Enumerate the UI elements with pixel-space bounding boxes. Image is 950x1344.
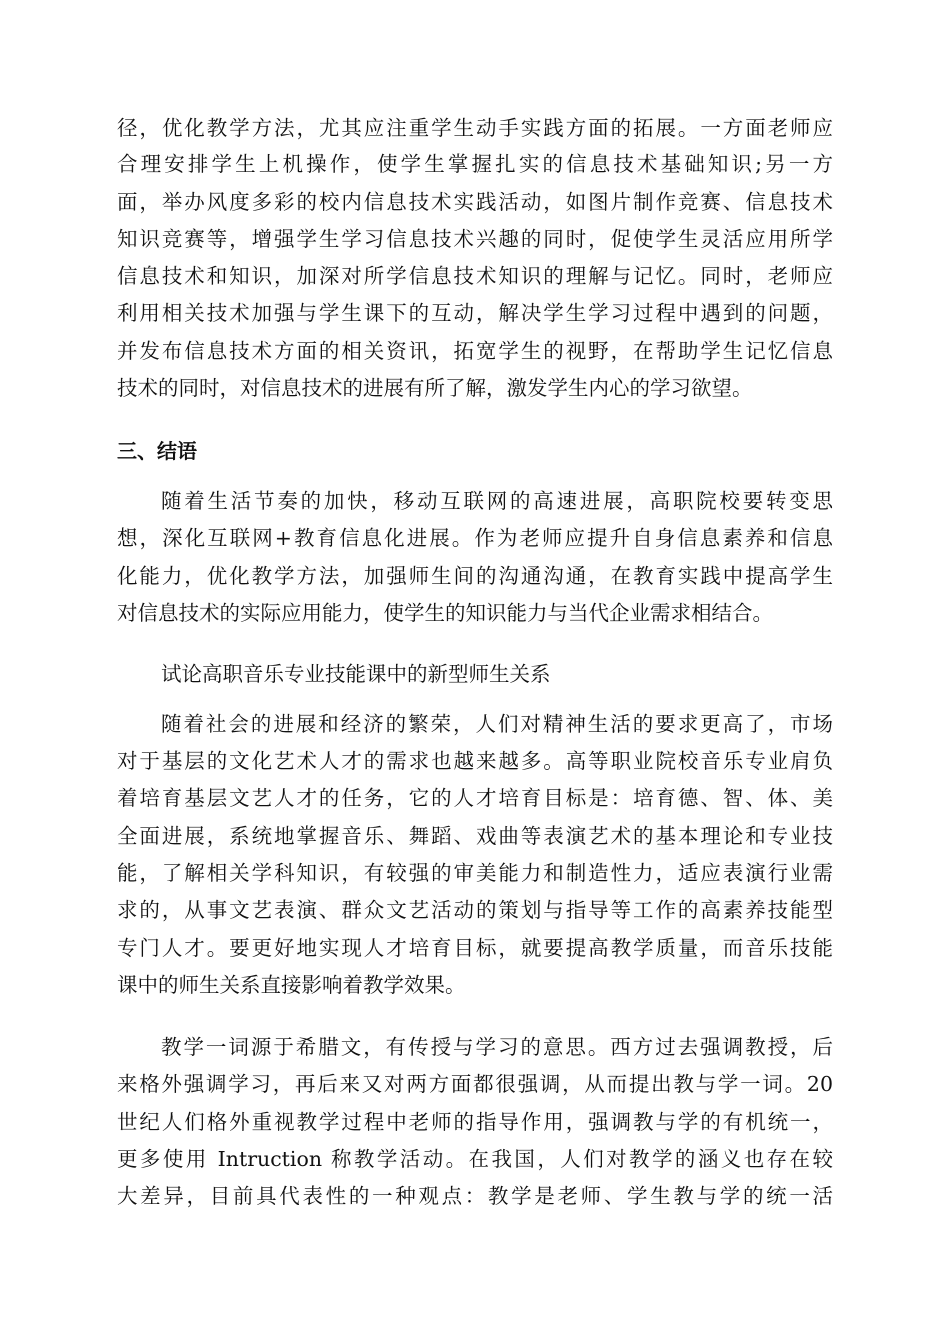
paragraph-1-line-6: 利用相关技术加强与学生课下的互动，解决学生学习过程中遇到的问题， <box>117 301 833 325</box>
paragraph-1-line-8: 技术的同时，对信息技术的进展有所了解，激发学生内心的学习欲望。 <box>117 376 753 400</box>
paragraph-4-line-3: 世纪人们格外重视教学过程中老师的指导作用，强调教与学的有机统一， <box>117 1110 833 1134</box>
paragraph-3-line-4: 全面进展，系统地掌握音乐、舞蹈、戏曲等表演艺术的基本理论和专业技 <box>117 824 833 848</box>
paragraph-2-line-1: 随着生活节奏的加快，移动互联网的高速进展，高职院校要转变思 <box>161 489 833 513</box>
article-title: 试论高职音乐专业技能课中的新型师生关系 <box>161 662 551 686</box>
paragraph-4-line-2: 来格外强调学习，再后来又对两方面都很强调，从而提出教与学一词。20 <box>117 1072 833 1096</box>
paragraph-4-line-5: 大差异，目前具代表性的一种观点：教学是老师、学生教与学的统一活 <box>117 1184 833 1208</box>
paragraph-1-line-2: 合理安排学生上机操作，使学生掌握扎实的信息技术基础知识;另一方 <box>117 152 833 176</box>
paragraph-3-line-3: 着培育基层文艺人才的任务，它的人才培育目标是：培育德、智、体、美 <box>117 786 833 810</box>
paragraph-3-line-6: 求的，从事文艺表演、群众文艺活动的策划与指导等工作的高素养技能型 <box>117 898 833 922</box>
paragraph-2-line-3: 化能力，优化教学方法，加强师生间的沟通沟通，在教育实践中提高学生 <box>117 564 833 588</box>
paragraph-4-line-1: 教学一词源于希腊文，有传授与学习的意思。西方过去强调教授，后 <box>161 1035 833 1059</box>
paragraph-3-line-8: 课中的师生关系直接影响着教学效果。 <box>117 973 466 997</box>
paragraph-1-line-1: 径，优化教学方法，尤其应注重学生动手实践方面的拓展。一方面老师应 <box>117 116 833 140</box>
paragraph-4-line-4: 更多使用 Intruction 称教学活动。在我国，人们对教学的涵义也存在较 <box>117 1147 833 1171</box>
paragraph-1-line-3: 面，举办风度多彩的校内信息技术实践活动，如图片制作竞赛、信息技术 <box>117 190 833 214</box>
paragraph-3-line-7: 专门人才。要更好地实现人才培育目标，就要提高教学质量，而音乐技能 <box>117 936 833 960</box>
paragraph-3-line-2: 对于基层的文化艺术人才的需求也越来越多。高等职业院校音乐专业肩负 <box>117 749 833 773</box>
paragraph-1-line-5: 信息技术和知识，加深对所学信息技术知识的理解与记忆。同时，老师应 <box>117 264 833 288</box>
paragraph-2-line-2: 想，深化互联网+教育信息化进展。作为老师应提升自身信息素养和信息 <box>117 526 833 550</box>
paragraph-3-line-5: 能，了解相关学科知识，有较强的审美能力和制造性力，适应表演行业需 <box>117 861 833 885</box>
section-heading-conclusion: 三、结语 <box>117 439 197 463</box>
paragraph-1-line-4: 知识竞赛等，增强学生学习信息技术兴趣的同时，促使学生灵活应用所学 <box>117 227 833 251</box>
paragraph-1-line-7: 并发布信息技术方面的相关资讯，拓宽学生的视野，在帮助学生记忆信息 <box>117 339 833 363</box>
paragraph-3-line-1: 随着社会的进展和经济的繁荣，人们对精神生活的要求更高了，市场 <box>161 712 833 736</box>
paragraph-2-line-4: 对信息技术的实际应用能力，使学生的知识能力与当代企业需求相结合。 <box>117 601 773 625</box>
